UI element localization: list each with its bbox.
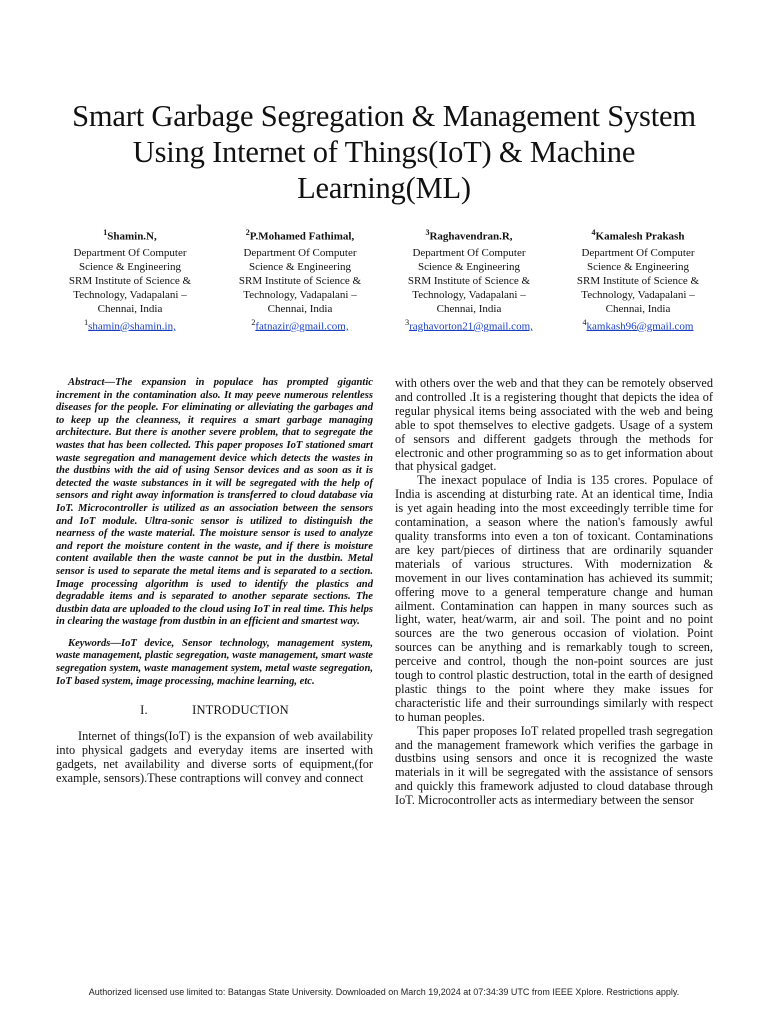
author-name: Raghavendran.R, bbox=[429, 230, 513, 243]
keywords-text: IoT device, Sensor technology, management system, waste management, plastic segregation, waste management, smart waste segregation system, waste management system, metal waste segregation, IoT based system, image processing, machine learning, etc. bbox=[56, 637, 373, 687]
author-institution: SRM Institute of Science & bbox=[68, 274, 192, 287]
author-3 bbox=[389, 226, 549, 333]
author-institution: Technology, Vadapalani – bbox=[243, 288, 357, 301]
author-city: Chennai, India bbox=[267, 302, 333, 315]
author-dept: Department Of Computer bbox=[243, 246, 357, 259]
author-dept: Department Of Computer bbox=[581, 246, 695, 259]
author-email-link[interactable]: raghavorton21@gmail.com, bbox=[409, 320, 533, 333]
keywords bbox=[56, 638, 373, 688]
author-email-link[interactable]: fatnazir@gmail.com, bbox=[255, 320, 349, 333]
author-name: Shamin.N, bbox=[107, 230, 157, 243]
author-4 bbox=[558, 226, 718, 333]
body-paragraph: with others over the web and that they can be remotely observed and controlled .It is a registering thought that depicts the idea of regular physical items being associated with the web and being able to spot themselves to elective gadgets. Usage of a system of sensors and different gadgets through the methods for electronic and other programming so as to get information about that physical gadget. bbox=[395, 376, 713, 474]
author-email-link[interactable]: shamin@shamin.in, bbox=[88, 320, 176, 333]
author-1 bbox=[50, 226, 210, 333]
section-title: INTRODUCTION bbox=[192, 703, 289, 718]
author-index: 3 bbox=[425, 228, 430, 237]
keywords-label: Keywords— bbox=[68, 637, 121, 649]
author-dept: Science & Engineering bbox=[78, 260, 182, 273]
title-line: Smart Garbage Segregation & Management System bbox=[72, 99, 696, 133]
author-email-link[interactable]: kamkash96@gmail.com bbox=[586, 320, 694, 333]
author-city: Chennai, India bbox=[97, 302, 163, 315]
author-index: 1 bbox=[103, 228, 108, 237]
abstract-label: Abstract— bbox=[68, 377, 116, 388]
author-dept: Department Of Computer bbox=[412, 246, 526, 259]
author-institution: SRM Institute of Science & bbox=[576, 274, 700, 287]
abstract bbox=[56, 377, 373, 629]
author-institution: SRM Institute of Science & bbox=[238, 274, 362, 287]
author-institution: SRM Institute of Science & bbox=[407, 274, 531, 287]
email-index: 3 bbox=[405, 317, 410, 327]
author-name: Kamalesh Prakash bbox=[595, 230, 685, 243]
intro-paragraph: Internet of things(IoT) is the expansion of web availability into physical gadgets and everyday items are inserted with gadgets, net availability and diverse sorts of equipment,(for example, sensors).These contraptions will convey and connect bbox=[56, 729, 373, 785]
section-heading bbox=[56, 704, 373, 718]
body-paragraph: The inexact populace of India is 135 crores. Populace of India is ascending at disturbing rate. At an identical time, India is yet again heading into the most exceedingly terrible time for contamination, a season where the nation's famously awful quality transforms into even a ton of toxicant. Contaminations are key part/pieces of dirtiness that are ordinarily squander materials of various structures. With modernization & movement in our lives contamination has achieved its summit; offering move to a general temperature change and human ailment. Contamination can happen in many sources such as light, water, heat/warm, air and soil. The point and no point sources are the two generous occasion of violation. Point sources can be anything and is remarkably tough to screen, perceive and control, though the non-point sources are just tough to control plastic destruction, total in the earth of designed plastic things to the point where they make issues for characteristic life and their surroundings similarly with respect to human peoples. bbox=[395, 473, 713, 724]
author-2 bbox=[220, 226, 380, 333]
body-paragraph: This paper proposes IoT related propelled trash segregation and the management framework which verifies the garbage in dustbins using sensors and once it is recognized the waste materials in it will be segregated with the assistance of sensors and quickly this framework adjusted to cloud database through IoT. Microcontroller acts as intermediary between the sensor bbox=[395, 723, 713, 808]
title-line: Using Internet of Things(IoT) & Machine bbox=[132, 135, 636, 169]
email-index: 1 bbox=[84, 317, 89, 327]
author-dept: Science & Engineering bbox=[248, 260, 352, 273]
left-column bbox=[56, 377, 373, 786]
author-institution: Technology, Vadapalani – bbox=[73, 288, 187, 301]
author-dept: Science & Engineering bbox=[417, 260, 521, 273]
author-dept: Department Of Computer bbox=[73, 246, 187, 259]
author-name: P.Mohamed Fathimal, bbox=[249, 230, 355, 243]
author-institution: Technology, Vadapalani – bbox=[581, 288, 695, 301]
author-index: 2 bbox=[245, 228, 250, 237]
author-city: Chennai, India bbox=[605, 302, 671, 315]
email-index: 2 bbox=[251, 317, 256, 327]
author-city: Chennai, India bbox=[436, 302, 502, 315]
abstract-text: The expansion in populace has prompted gigantic increment in the contamination also. It may peeve numerous relentless diseases for the people. For eliminating or alleviating the garbages and to keep up the cleanness, it requires a smart garbage managing architecture. But there is another severe problem, that to segregate the wastes that has been collected. This paper proposes IoT stationed smart waste segregation and management device which detects the wastes in the dustbins with the aid of using Sensor devices and as soon as it is detected the waste substances in it will be segregated with the help of sensors and right away information is transferred to cloud database via IoT. Microcontroller is utilized as an association between the sensors and IoT module. Ultra-sonic sensor is utilized to distinguish the nearness of the waste material. The moisture sensor is used to analyze and report the moisture content in the waste, and if there is moisture content available then the waste cannot be put in the dustbin. Metal sensor is used to separate the metal items and is separated to a section. Image processing algorithm is used to identify the plastics and degradable items and is separated to another separate sections. The dustbin data are uploaded to the cloud using IoT in real time. This helps in clearing the wastage from dustbin in an efficient and smartest way. bbox=[56, 377, 373, 628]
author-index: 4 bbox=[591, 228, 596, 237]
section-number: I. bbox=[140, 703, 148, 718]
author-institution: Technology, Vadapalani – bbox=[412, 288, 526, 301]
author-dept: Science & Engineering bbox=[586, 260, 690, 273]
right-column bbox=[395, 377, 713, 808]
title-line: Learning(ML) bbox=[297, 171, 471, 205]
license-footer: Authorized licensed use limited to: Batangas State University. Downloaded on March 19,2024 at 07:34:39 UTC from IEEE Xplore. Restrictions apply. bbox=[88, 987, 680, 997]
paper-title bbox=[40, 98, 728, 206]
email-index: 4 bbox=[582, 317, 587, 327]
